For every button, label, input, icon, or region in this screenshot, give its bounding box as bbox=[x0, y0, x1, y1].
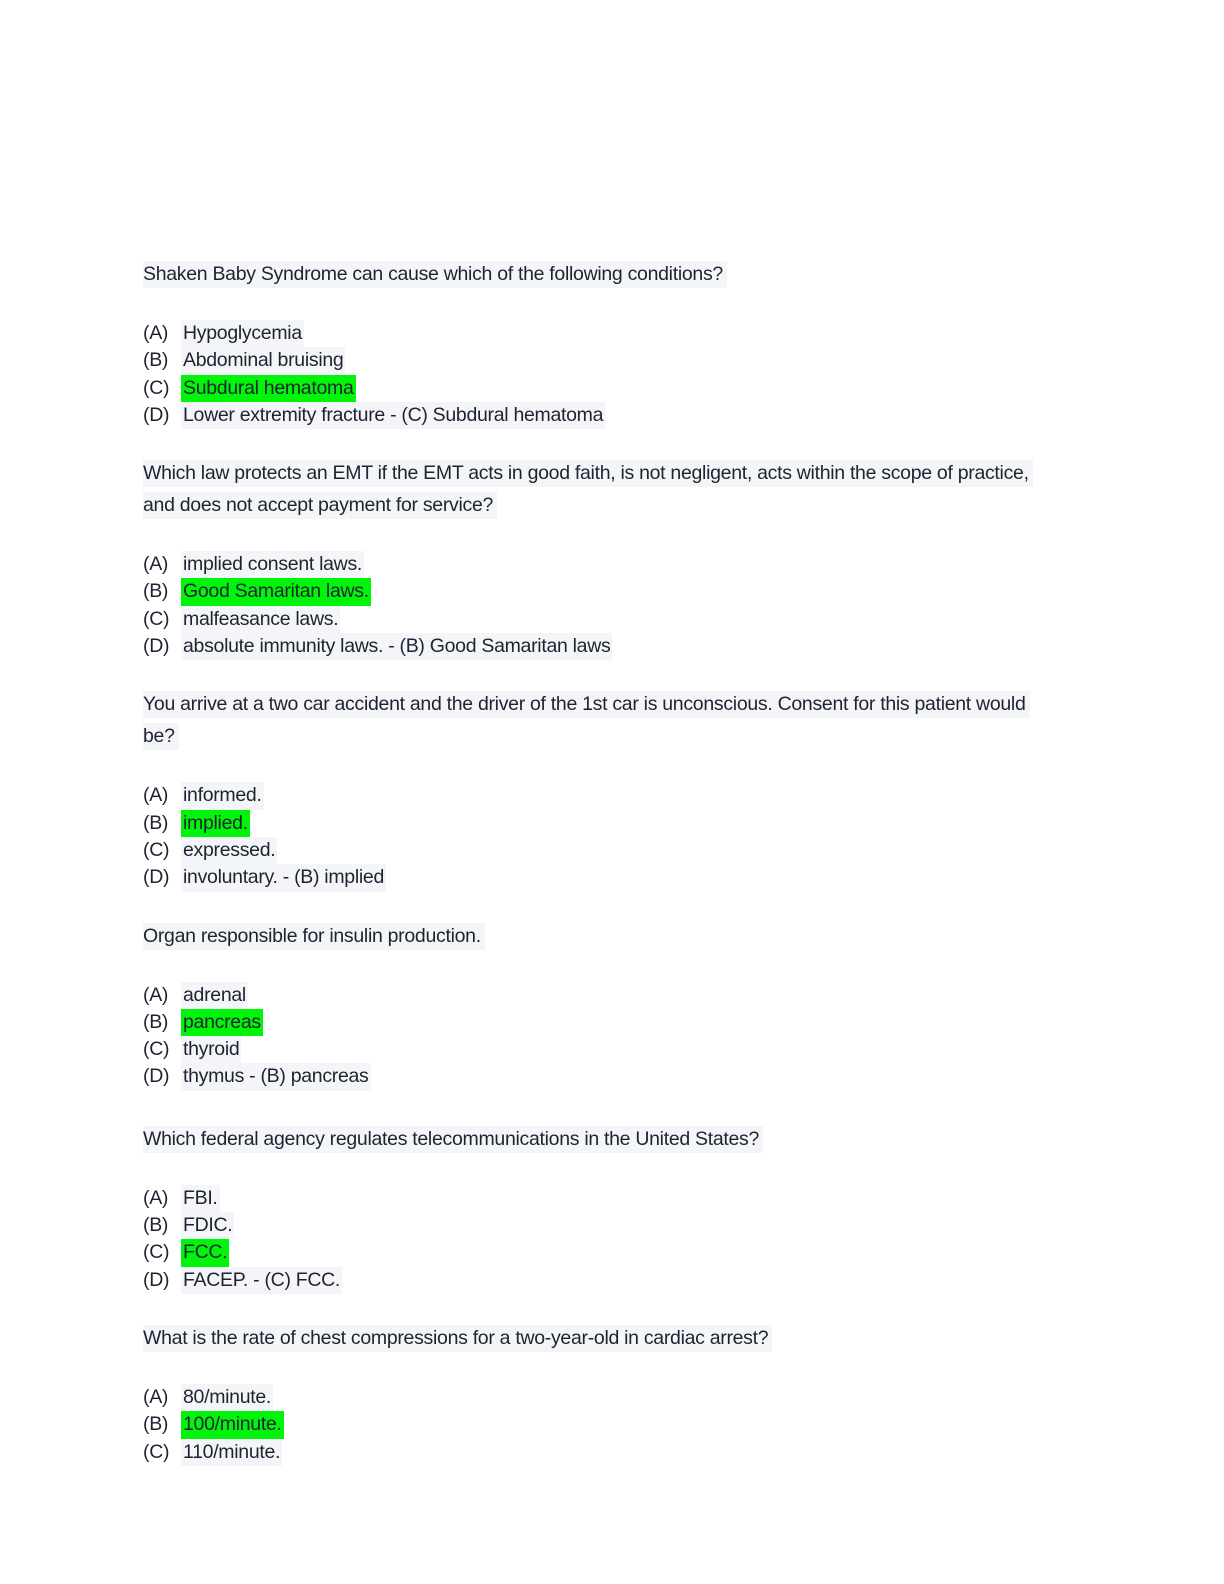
option-text: 110/minute. bbox=[181, 1439, 282, 1466]
option-letter: (D) bbox=[143, 1065, 170, 1088]
option-text: thymus - (B) pancreas bbox=[181, 1063, 371, 1090]
option-row bbox=[143, 320, 1043, 347]
option-letter: (B) bbox=[143, 580, 169, 603]
correct-answer-highlight: pancreas bbox=[181, 1009, 263, 1036]
option-list bbox=[143, 782, 1043, 891]
option-text: Abdominal bruising bbox=[181, 347, 345, 374]
option-list bbox=[143, 982, 1043, 1091]
option-text: implied consent laws. bbox=[181, 551, 364, 578]
question-text bbox=[143, 258, 1043, 290]
option-row bbox=[143, 1411, 1043, 1438]
option-row bbox=[143, 837, 1043, 864]
option-letter: (D) bbox=[143, 635, 170, 658]
option-row bbox=[143, 347, 1043, 374]
option-letter: (B) bbox=[143, 1413, 169, 1436]
question-block bbox=[143, 920, 1043, 1091]
option-list bbox=[143, 1185, 1043, 1294]
option-letter: (A) bbox=[143, 322, 169, 344]
question-text-label: You arrive at a two car accident and the driver of the 1st car is unconscious. Consent for this patient would be? bbox=[143, 691, 1030, 750]
question-text bbox=[143, 920, 1043, 952]
question-text-label: Which federal agency regulates telecommunications in the United States? bbox=[143, 1126, 763, 1153]
option-letter: (B) bbox=[143, 349, 169, 372]
option-row bbox=[143, 1185, 1043, 1212]
question-block bbox=[143, 1123, 1043, 1294]
question-block bbox=[143, 258, 1043, 429]
question-text-label: Which law protects an EMT if the EMT acts in good faith, is not negligent, acts within the scope of practice, and does not accept payment for service? bbox=[143, 460, 1033, 519]
option-text: 80/minute. bbox=[181, 1384, 273, 1411]
option-letter: (B) bbox=[143, 1214, 169, 1237]
option-list bbox=[143, 551, 1043, 660]
option-row bbox=[143, 606, 1043, 633]
option-row bbox=[143, 551, 1043, 578]
correct-answer-highlight: 100/minute. bbox=[181, 1411, 284, 1438]
option-text: FDIC. bbox=[181, 1212, 234, 1239]
option-letter: (C) bbox=[143, 1038, 170, 1061]
option-row bbox=[143, 782, 1043, 809]
option-letter: (B) bbox=[143, 811, 169, 834]
option-text: Hypoglycemia bbox=[181, 320, 304, 347]
option-row bbox=[143, 1063, 1043, 1090]
option-letter: (A) bbox=[143, 553, 169, 576]
question-text bbox=[143, 688, 1043, 752]
question-text bbox=[143, 457, 1043, 521]
option-row bbox=[143, 633, 1043, 660]
option-row bbox=[143, 1036, 1043, 1063]
option-row bbox=[143, 1439, 1043, 1466]
correct-answer-highlight: FCC. bbox=[181, 1239, 229, 1266]
option-text: informed. bbox=[181, 782, 264, 809]
option-letter: (C) bbox=[143, 1241, 170, 1264]
correct-answer-highlight: Good Samaritan laws. bbox=[181, 578, 371, 605]
correct-answer-highlight: implied. bbox=[181, 810, 250, 837]
option-letter: (A) bbox=[143, 1385, 169, 1408]
option-letter: (D) bbox=[143, 866, 170, 889]
option-text: malfeasance laws. bbox=[181, 606, 340, 633]
option-row bbox=[143, 578, 1043, 605]
option-row bbox=[143, 810, 1043, 837]
question-block bbox=[143, 457, 1043, 660]
question-text bbox=[143, 1322, 1043, 1354]
question-block bbox=[143, 688, 1043, 891]
question-list bbox=[143, 258, 1043, 1494]
option-letter: (A) bbox=[143, 983, 169, 1006]
option-letter: (A) bbox=[143, 784, 169, 807]
option-letter: (C) bbox=[143, 838, 170, 861]
question-text-label: Organ responsible for insulin production. bbox=[143, 923, 485, 950]
option-letter: (C) bbox=[143, 607, 170, 630]
option-row bbox=[143, 1267, 1043, 1294]
option-letter: (B) bbox=[143, 1010, 169, 1033]
option-row bbox=[143, 864, 1043, 891]
question-text-label: What is the rate of chest compressions for a two-year-old in cardiac arrest? bbox=[143, 1325, 772, 1352]
option-row bbox=[143, 375, 1043, 402]
question-block bbox=[143, 1322, 1043, 1466]
option-list bbox=[143, 1384, 1043, 1466]
option-row bbox=[143, 1009, 1043, 1036]
option-text: FBI. bbox=[181, 1185, 220, 1212]
option-text: Lower extremity fracture - (C) Subdural hematoma bbox=[181, 402, 605, 429]
option-list bbox=[143, 320, 1043, 429]
question-text-label: Shaken Baby Syndrome can cause which of the following conditions? bbox=[143, 261, 727, 288]
option-letter: (D) bbox=[143, 403, 170, 426]
option-letter: (D) bbox=[143, 1268, 170, 1291]
option-row bbox=[143, 1212, 1043, 1239]
option-text: absolute immunity laws. - (B) Good Samaritan laws bbox=[181, 633, 612, 660]
option-letter: (C) bbox=[143, 1440, 170, 1463]
option-text: thyroid bbox=[181, 1036, 241, 1063]
option-row bbox=[143, 1239, 1043, 1266]
option-text: expressed. bbox=[181, 837, 277, 864]
question-text bbox=[143, 1123, 1043, 1155]
option-text: FACEP. - (C) FCC. bbox=[181, 1267, 342, 1294]
correct-answer-highlight: Subdural hematoma bbox=[181, 375, 356, 402]
option-letter: (A) bbox=[143, 1186, 169, 1209]
option-letter: (C) bbox=[143, 376, 170, 399]
option-row bbox=[143, 1384, 1043, 1411]
option-text: adrenal bbox=[181, 982, 248, 1009]
option-text: involuntary. - (B) implied bbox=[181, 864, 386, 891]
option-row bbox=[143, 402, 1043, 429]
option-row bbox=[143, 982, 1043, 1009]
